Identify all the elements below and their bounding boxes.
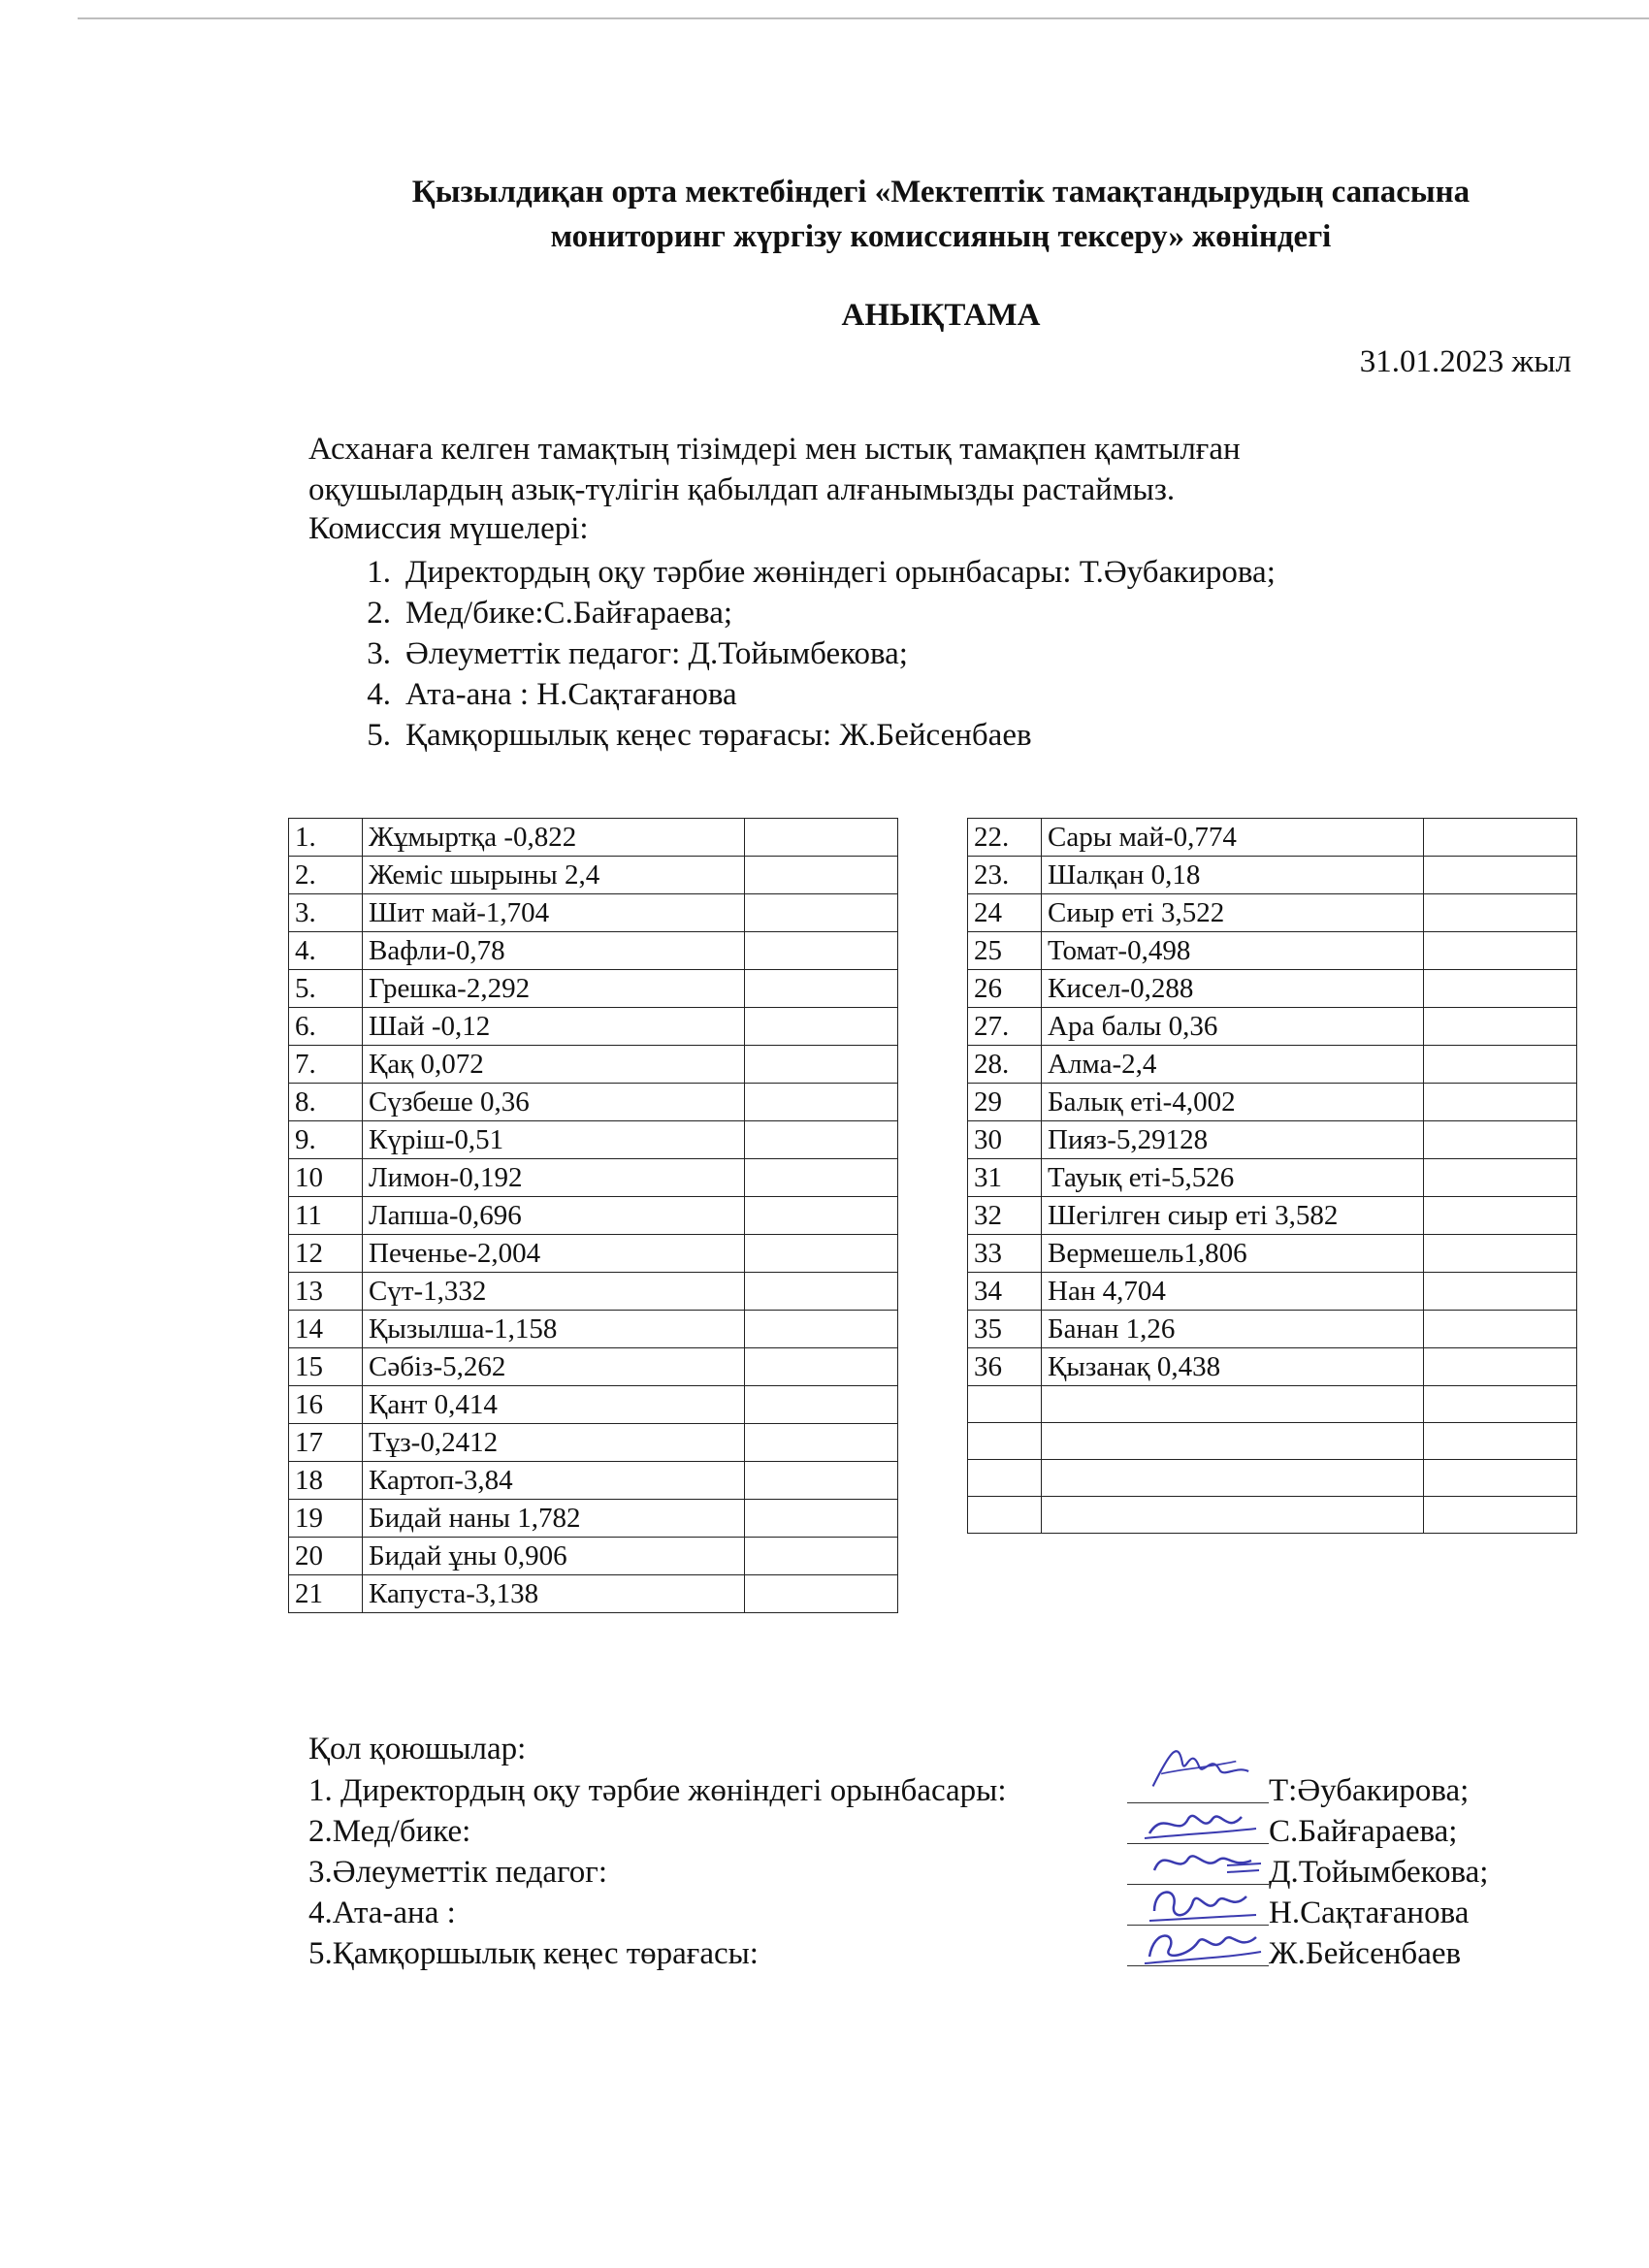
intro-line-1: Асханаға келген тамақтың тізімдері мен ыстық тамақпен қамтылған: [308, 432, 1241, 467]
empty-cell: [745, 1424, 898, 1462]
empty-cell: [745, 932, 898, 970]
product-name: Сәбіз-5,262: [363, 1348, 745, 1386]
row-number: 19: [289, 1500, 363, 1538]
empty-cell: [1424, 1423, 1577, 1460]
member-number: 3.: [367, 636, 391, 671]
empty-cell: [745, 1008, 898, 1046]
product-name: Лапша-0,696: [363, 1197, 745, 1235]
product-name: [1042, 1386, 1424, 1423]
row-number: 25: [968, 932, 1042, 970]
member-text: Мед/бике:С.Байғараева;: [405, 596, 733, 631]
product-name: Лимон-0,192: [363, 1159, 745, 1197]
empty-cell: [745, 1273, 898, 1311]
table-row: [289, 1084, 898, 1121]
product-name: Ара балы 0,36: [1042, 1008, 1424, 1046]
member-number: 2.: [367, 596, 391, 631]
empty-cell: [1424, 1386, 1577, 1423]
table-row: [968, 1084, 1577, 1121]
product-name: Нан 4,704: [1042, 1273, 1424, 1311]
product-name: Шалқан 0,18: [1042, 857, 1424, 894]
table-row: [289, 1538, 898, 1575]
product-name: Қант 0,414: [363, 1386, 745, 1424]
empty-cell: [1424, 1311, 1577, 1348]
row-number: 6.: [289, 1008, 363, 1046]
row-number: 18: [289, 1462, 363, 1500]
table-row: [289, 1575, 898, 1613]
empty-cell: [1424, 1046, 1577, 1084]
table-row: [289, 1235, 898, 1273]
row-number: 26: [968, 970, 1042, 1008]
product-name: [1042, 1497, 1424, 1534]
table-row: [289, 1273, 898, 1311]
empty-cell: [745, 1462, 898, 1500]
empty-cell: [1424, 1121, 1577, 1159]
empty-cell: [1424, 970, 1577, 1008]
row-number: 4.: [289, 932, 363, 970]
row-number: 14: [289, 1311, 363, 1348]
row-number: 35: [968, 1311, 1042, 1348]
row-number: 33: [968, 1235, 1042, 1273]
signature-1-image: [1135, 1736, 1271, 1795]
member-item: [308, 593, 1276, 633]
product-name: Тұз-0,2412: [363, 1424, 745, 1462]
row-number: 24: [968, 894, 1042, 932]
product-name: Томат-0,498: [1042, 932, 1424, 970]
empty-cell: [745, 894, 898, 932]
product-name: Тауық еті-5,526: [1042, 1159, 1424, 1197]
empty-cell: [1424, 1235, 1577, 1273]
empty-cell: [1424, 1159, 1577, 1197]
product-name: Шегілген сиыр еті 3,582: [1042, 1197, 1424, 1235]
row-number: [968, 1386, 1042, 1423]
empty-cell: [745, 1348, 898, 1386]
table-row: [968, 1121, 1577, 1159]
empty-cell: [745, 1084, 898, 1121]
row-number: 12: [289, 1235, 363, 1273]
row-number: 1.: [289, 819, 363, 857]
empty-cell: [745, 1046, 898, 1084]
member-number: 4.: [367, 677, 391, 712]
empty-cell: [745, 1538, 898, 1575]
products-table-right: [967, 818, 1577, 1534]
empty-cell: [1424, 1348, 1577, 1386]
document-type: АНЫҚТАМА: [841, 298, 1041, 333]
table-row: [289, 894, 898, 932]
product-name: Балық еті-4,002: [1042, 1084, 1424, 1121]
product-name: Сиыр еті 3,522: [1042, 894, 1424, 932]
table-row: [289, 1424, 898, 1462]
signatories-title: Қол қоюшылар:: [308, 1732, 527, 1766]
empty-cell: [745, 857, 898, 894]
row-number: 34: [968, 1273, 1042, 1311]
member-item: [308, 633, 1276, 674]
table-row: [968, 1273, 1577, 1311]
table-row: [289, 1159, 898, 1197]
signatory-role: 4.Ата-ана :: [308, 1895, 456, 1930]
row-number: 3.: [289, 894, 363, 932]
row-number: 36: [968, 1348, 1042, 1386]
table-row: [968, 1197, 1577, 1235]
table-row: [289, 1197, 898, 1235]
table-row: [968, 819, 1577, 857]
table-row: [968, 932, 1577, 970]
products-table-left: [288, 818, 898, 1613]
row-number: 8.: [289, 1084, 363, 1121]
member-text: Қамқоршылық кеңес төрағасы: Ж.Бейсенбаев: [405, 718, 1032, 753]
table-row: [968, 970, 1577, 1008]
table-row: [289, 1462, 898, 1500]
members-list: [308, 552, 1276, 756]
member-text: Директордың оқу тәрбие жөніндегі орынбасары: Т.Әубакирова;: [405, 555, 1276, 590]
row-number: 21: [289, 1575, 363, 1613]
empty-cell: [745, 1311, 898, 1348]
empty-cell: [1424, 1460, 1577, 1497]
table-row: [968, 1311, 1577, 1348]
row-number: [968, 1423, 1042, 1460]
row-number: 5.: [289, 970, 363, 1008]
table-row: [289, 1046, 898, 1084]
product-name: Сүт-1,332: [363, 1273, 745, 1311]
empty-cell: [745, 970, 898, 1008]
product-name: Печенье-2,004: [363, 1235, 745, 1273]
product-name: Бидай ұны 0,906: [363, 1538, 745, 1575]
table-row: [289, 932, 898, 970]
table-row: [968, 1497, 1577, 1534]
row-number: 22.: [968, 819, 1042, 857]
product-name: Вермешель1,806: [1042, 1235, 1424, 1273]
row-number: 11: [289, 1197, 363, 1235]
table-row: [968, 1159, 1577, 1197]
product-name: Грешка-2,292: [363, 970, 745, 1008]
signatory-name: Н.Сақтағанова: [1269, 1895, 1470, 1930]
product-name: Капуста-3,138: [363, 1575, 745, 1613]
empty-cell: [1424, 857, 1577, 894]
row-number: [968, 1460, 1042, 1497]
row-number: 13: [289, 1273, 363, 1311]
document-date: 31.01.2023 жыл: [1359, 344, 1571, 379]
row-number: 28.: [968, 1046, 1042, 1084]
signature-5-image: [1135, 1913, 1271, 1971]
row-number: 27.: [968, 1008, 1042, 1046]
row-number: 30: [968, 1121, 1042, 1159]
table-row: [289, 1311, 898, 1348]
row-number: 9.: [289, 1121, 363, 1159]
row-number: [968, 1497, 1042, 1534]
table-row: [289, 819, 898, 857]
row-number: 23.: [968, 857, 1042, 894]
empty-cell: [745, 1386, 898, 1424]
product-name: Күріш-0,51: [363, 1121, 745, 1159]
table-row: [968, 857, 1577, 894]
table-row: [289, 1008, 898, 1046]
row-number: 10: [289, 1159, 363, 1197]
product-name: Қақ 0,072: [363, 1046, 745, 1084]
member-number: 1.: [367, 555, 391, 590]
product-name: Банан 1,26: [1042, 1311, 1424, 1348]
member-item: [308, 715, 1276, 756]
empty-cell: [1424, 932, 1577, 970]
table-row: [289, 857, 898, 894]
intro-paragraph: [308, 429, 1569, 510]
product-name: Қызанақ 0,438: [1042, 1348, 1424, 1386]
product-name: Алма-2,4: [1042, 1046, 1424, 1084]
row-number: 31: [968, 1159, 1042, 1197]
row-number: 17: [289, 1424, 363, 1462]
row-number: 29: [968, 1084, 1042, 1121]
empty-cell: [745, 819, 898, 857]
signatory-name: Т:Әубакирова;: [1269, 1773, 1470, 1808]
signatory-name: Ж.Бейсенбаев: [1269, 1936, 1462, 1971]
product-name: Қызылша-1,158: [363, 1311, 745, 1348]
table-row: [968, 1235, 1577, 1273]
empty-cell: [745, 1575, 898, 1613]
empty-cell: [745, 1500, 898, 1538]
empty-cell: [1424, 819, 1577, 857]
product-name: Кисел-0,288: [1042, 970, 1424, 1008]
empty-cell: [1424, 1008, 1577, 1046]
title-line-2: мониторинг жүргізу комиссияның тексеру» жөніндегі: [550, 219, 1332, 254]
table-row: [289, 1348, 898, 1386]
members-title: Комиссия мүшелері:: [308, 511, 589, 546]
product-name: Шай -0,12: [363, 1008, 745, 1046]
row-number: 2.: [289, 857, 363, 894]
signatory-name: С.Байғараева;: [1269, 1814, 1458, 1849]
row-number: 15: [289, 1348, 363, 1386]
empty-cell: [1424, 894, 1577, 932]
table-row: [968, 894, 1577, 932]
table-row: [968, 1423, 1577, 1460]
row-number: 20: [289, 1538, 363, 1575]
top-rule: [78, 17, 1649, 19]
member-number: 5.: [367, 718, 391, 753]
signatory-role: 1. Директордың оқу тәрбие жөніндегі орынбасары:: [308, 1773, 1007, 1808]
table-row: [968, 1008, 1577, 1046]
empty-cell: [1424, 1197, 1577, 1235]
signatory-role: 3.Әлеуметтік педагог:: [308, 1855, 607, 1890]
table-row: [968, 1386, 1577, 1423]
table-row: [968, 1046, 1577, 1084]
empty-cell: [745, 1121, 898, 1159]
product-name: Бидай наны 1,782: [363, 1500, 745, 1538]
empty-cell: [1424, 1273, 1577, 1311]
product-name: [1042, 1423, 1424, 1460]
empty-cell: [745, 1197, 898, 1235]
row-number: 32: [968, 1197, 1042, 1235]
member-item: [308, 674, 1276, 715]
empty-cell: [1424, 1084, 1577, 1121]
table-row: [968, 1348, 1577, 1386]
row-number: 16: [289, 1386, 363, 1424]
row-number: 7.: [289, 1046, 363, 1084]
product-name: Сүзбеше 0,36: [363, 1084, 745, 1121]
intro-line-2: оқушылардың азық-түлігін қабылдап алғанымызды растаймыз.: [308, 472, 1176, 507]
table-row: [289, 970, 898, 1008]
empty-cell: [745, 1159, 898, 1197]
empty-cell: [745, 1235, 898, 1273]
signatory-role: 5.Қамқоршылық кеңес төрағасы:: [308, 1936, 759, 1971]
table-row: [289, 1121, 898, 1159]
product-name: Картоп-3,84: [363, 1462, 745, 1500]
member-text: Ата-ана : Н.Сақтағанова: [405, 677, 737, 712]
product-name: Сары май-0,774: [1042, 819, 1424, 857]
product-name: [1042, 1460, 1424, 1497]
product-name: Шит май-1,704: [363, 894, 745, 932]
empty-cell: [1424, 1497, 1577, 1534]
member-item: [308, 552, 1276, 593]
table-row: [968, 1460, 1577, 1497]
table-row: [289, 1500, 898, 1538]
title-line-1: Қызылдиқан орта мектебіндегі «Мектептік тамақтандырудың сапасына: [411, 175, 1471, 210]
member-text: Әлеуметтік педагог: Д.Тойымбекова;: [405, 636, 908, 671]
signatory-role: 2.Мед/бике:: [308, 1814, 471, 1849]
product-name: Жеміс шырыны 2,4: [363, 857, 745, 894]
document-title: [306, 170, 1576, 259]
product-name: Вафли-0,78: [363, 932, 745, 970]
table-row: [289, 1386, 898, 1424]
product-name: Пияз-5,29128: [1042, 1121, 1424, 1159]
signatory-name: Д.Тойымбекова;: [1269, 1855, 1489, 1890]
product-name: Жұмыртқа -0,822: [363, 819, 745, 857]
